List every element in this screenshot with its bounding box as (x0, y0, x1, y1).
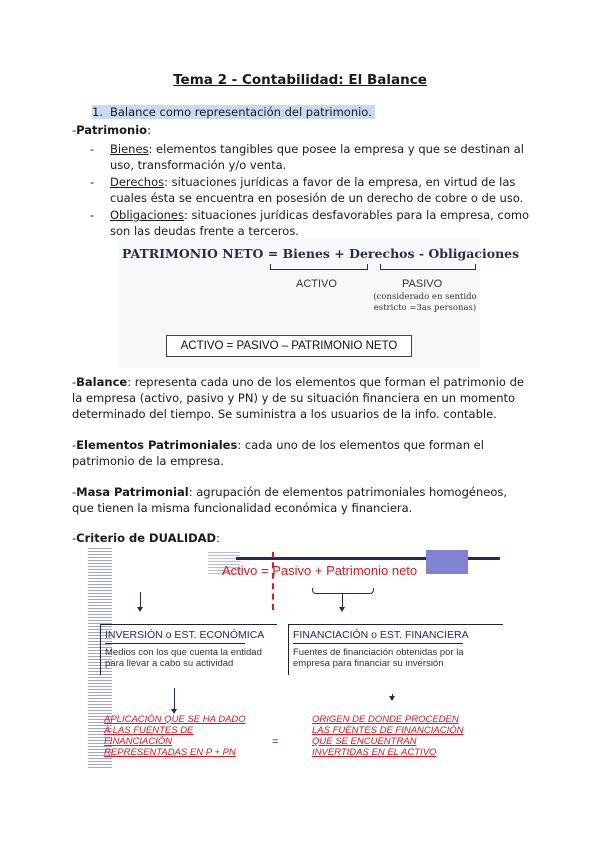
note-line-1: (considerado en sentido (373, 292, 477, 302)
inversion-box (100, 624, 277, 675)
middle-equals: = (272, 736, 279, 748)
pn-formula: PATRIMONIO NETO = Bienes + Derechos - Obligaciones (122, 246, 520, 261)
activo-brace (270, 264, 368, 270)
inversion-desc-line-2: para llevar a cabo su actividad (105, 658, 234, 669)
pasivo-brace (380, 264, 476, 270)
term-dualidad: Criterio de DUALIDAD (76, 531, 217, 545)
section-label: Balance como representación del patrimonio. (110, 105, 372, 119)
aplicacion-line-4: REPRESENTADAS EN P + PN (104, 747, 236, 758)
inversion-desc-line-1: Medios con los que cuenta la entidad (105, 647, 262, 658)
financiacion-box (288, 624, 503, 675)
def-dualidad (72, 530, 532, 546)
def-masa (72, 484, 532, 516)
divider (105, 643, 245, 644)
activo-pasivo-equation: ACTIVO = PASIVO – PATRIMONIO NETO (166, 335, 412, 357)
bullet-prefix: - (72, 485, 77, 499)
def-elementos (72, 437, 532, 469)
term-obligaciones: Obligaciones (110, 208, 184, 222)
small-brace (312, 588, 374, 594)
aplicacion-line-2: A LAS FUENTES DE (104, 725, 194, 736)
section-heading-1 (92, 105, 375, 119)
decorative-blue-block (426, 550, 468, 574)
financiacion-desc (293, 647, 464, 669)
inversion-desc (105, 647, 262, 669)
list-item-bienes: - Bienes: elementos tangibles que posee la empresa y que se destinan al uso, transformación y/o venta. (90, 142, 524, 172)
arrow-down-icon (392, 694, 393, 697)
eq-equals: = (261, 563, 269, 578)
bullet-prefix: - (72, 123, 77, 137)
patrimonio-heading (72, 122, 151, 138)
patrimonio-neto-figure (118, 238, 520, 368)
origen-line-1: ORIGEN DE DONDE PROCEDEN (312, 714, 459, 725)
text-bienes: : elementos tangibles que posee la empresa y que se destinan al uso, transformación y/o venta. (110, 142, 524, 172)
page-title: Tema 2 - Contabilidad: El Balance (173, 72, 427, 88)
bullet-prefix: - (72, 375, 77, 389)
origen-line-4: INVERTIDAS EN EL ACTIVO (312, 747, 437, 758)
divider (293, 643, 463, 644)
aplicacion-text (104, 714, 246, 758)
term-balance: Balance (76, 375, 128, 389)
origen-line-2: LAS FUENTES DE FINANCIACIÓN (312, 725, 464, 736)
origen-text (312, 714, 464, 758)
financiacion-title: FINANCIACIÓN o EST. FINANCIERA (293, 629, 469, 641)
bullet-prefix: - (72, 531, 77, 545)
pasivo-label: PASIVO (402, 278, 443, 290)
list-item-obligaciones: - Obligaciones: situaciones jurídicas desfavorables para la empresa, como son las deudas frente a terceros. (90, 208, 530, 238)
eq-pasivo-pn: Pasivo + Patrimonio neto (272, 563, 418, 578)
aplicacion-line-3: FINANCIACIÓN (104, 736, 173, 747)
financiacion-desc-line-2: empresa para financiar su inversión (293, 658, 444, 669)
term-masa: Masa Patrimonial (76, 485, 189, 499)
red-dashed-divider (272, 552, 274, 610)
arrow-down-icon (174, 688, 175, 710)
activo-label: ACTIVO (296, 278, 337, 290)
text-obligaciones: : situaciones jurídicas desfavorables para la empresa, como son las deudas frente a terceros. (110, 208, 530, 238)
patrimonio-list (86, 141, 536, 240)
text-dualidad: : (216, 531, 220, 545)
patrimonio-term: Patrimonio (76, 123, 148, 137)
eq-activo: Activo (222, 563, 258, 578)
note-line-2: estricto =3as personas) (373, 303, 477, 313)
aplicacion-line-1: APLICACIÓN QUE SE HA DADO (104, 714, 246, 725)
text-balance: : representa cada uno de los elementos que forman el patrimonio de la empresa (activo, pasivo y PN) y de su situación financiera en un momento determinado del tiempo. Se suministra a los usuarios de la info. contable. (72, 375, 524, 421)
arrow-down-icon (342, 594, 343, 608)
section-number: 1. (92, 105, 103, 119)
text-derechos: : situaciones jurídicas a favor de la empresa, en virtud de las cuales ésta se encuentra en posesión de un derecho de cobre o de uso. (110, 175, 524, 205)
colon: : (147, 123, 151, 137)
term-bienes: Bienes (110, 142, 149, 156)
origen-line-3: QUE SE ENCUENTRAN (312, 736, 417, 747)
pasivo-note (372, 292, 478, 314)
dualidad-equation (222, 563, 417, 578)
financiacion-desc-line-1: Fuentes de financiación obtenidas por la (293, 647, 464, 658)
arrow-down-icon (140, 592, 141, 608)
list-item-derechos: - Derechos: situaciones jurídicas a favor de la empresa, en virtud de las cuales ésta se encuentra en posesión de un derecho de cobre o de uso. (90, 175, 524, 205)
dualidad-figure (88, 548, 514, 770)
inversion-title: INVERSIÓN o EST. ECONÓMICA (105, 629, 265, 641)
text-elementos: : cada uno de los elementos que forman el patrimonio de la empresa. (72, 438, 484, 468)
def-balance (72, 374, 532, 422)
bullet-prefix: - (72, 438, 77, 452)
term-derechos: Derechos (110, 175, 165, 189)
text-masa: : agrupación de elementos patrimoniales homogéneos, que tienen la misma funcionalidad económica y financiera. (72, 485, 508, 515)
term-elementos: Elementos Patrimoniales (76, 438, 238, 452)
